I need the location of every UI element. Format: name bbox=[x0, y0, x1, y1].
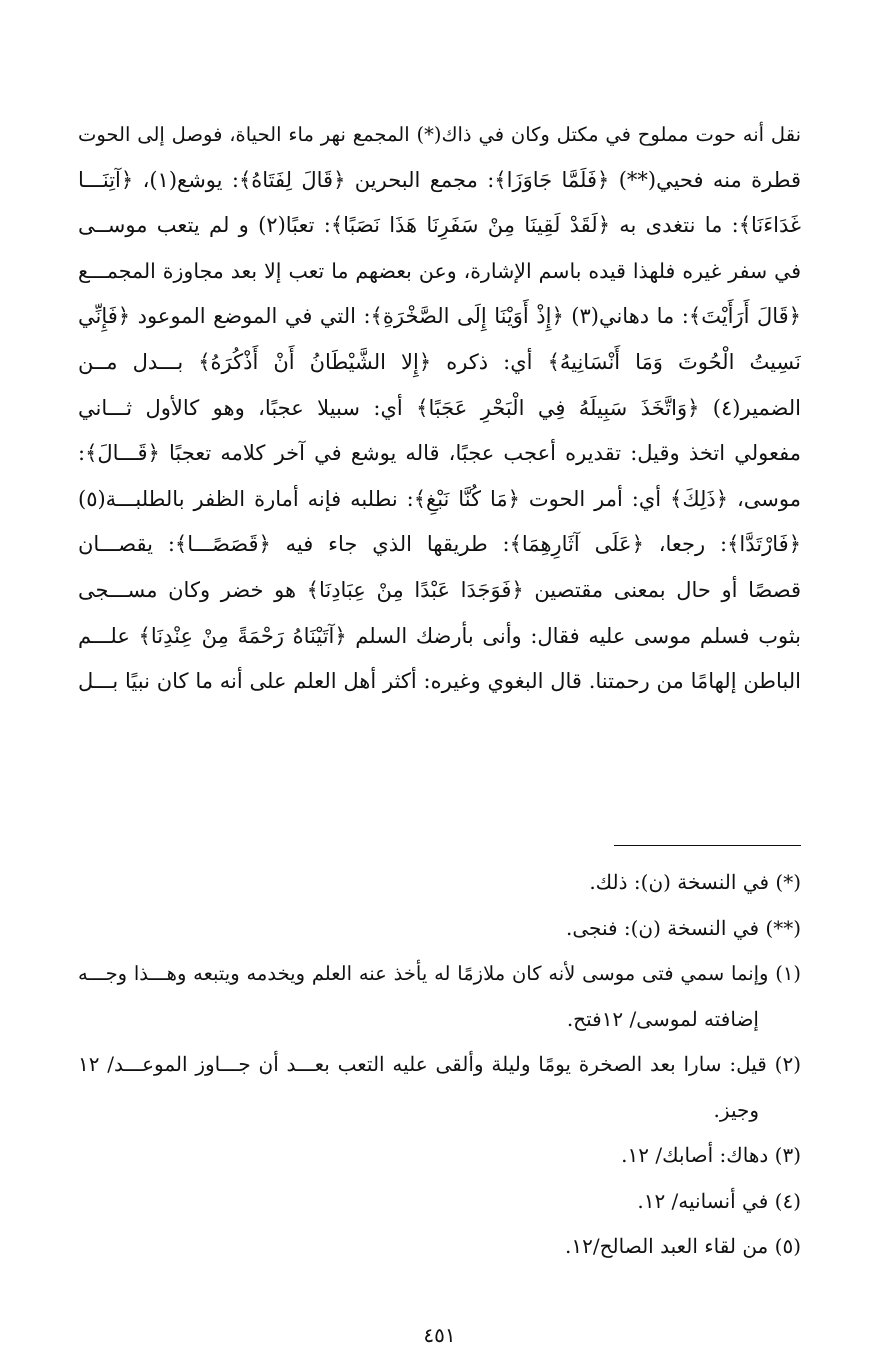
footnote-line: (*) في النسخة (ن): ذلك. bbox=[589, 870, 801, 894]
text-line: موسى، ﴿ذَلِكَ﴾ أي: أمر الحوت ﴿مَا كُنَّا نَبْغِ﴾: نطلبه فإنه أمارة الظفر بالطلبـــة(٥) bbox=[78, 486, 801, 511]
footnote-separator bbox=[614, 845, 801, 846]
text-line: ﴿فَارْتَدَّا﴾: رجعا، ﴿عَلَى آثَارِهِمَا﴾: طريقها الذي جاء فيه ﴿قَصَصًـــا﴾: يقصـــان bbox=[78, 532, 801, 557]
text-line: قطرة منه فحيي(**) ﴿فَلَمَّا جَاوَزَا﴾: مجمع البحرين ﴿قَالَ لِفَتَاهُ﴾: يوشع(١)، ﴿آتِنَـــا bbox=[78, 167, 801, 192]
footnote-line: (١) وإنما سمي فتى موسى لأنه كان ملازمًا له يأخذ عنه العلم ويخدمه ويتبعه وهـــذا وجـــه bbox=[78, 962, 801, 985]
text-line: قصصًا أو حال بمعنى مقتصين ﴿فَوَجَدَا عَبْدًا مِنْ عِبَادِنَا﴾ هو خضر وكان مســـجى bbox=[78, 577, 801, 602]
text-line: في سفر غيره فلهذا قيده باسم الإشارة، وعن بعضهم ما تعب إلا بعد مجاوزة المجمـــع bbox=[78, 258, 801, 283]
text-line: مفعولي اتخذ وقيل: تقديره أعجب عجبًا، قاله يوشع في آخر كلامه تعجبًا ﴿قَـــالَ﴾: bbox=[78, 441, 801, 466]
page-number: ٤٥١ bbox=[423, 1323, 456, 1347]
text-line: ﴿قَالَ أَرَأَيْتَ﴾: ما دهاني(٣) ﴿إِذْ أَوَيْنَا إِلَى الصَّخْرَةِ﴾: التي في الموضع الموعود ﴿فَإِنِّي bbox=[78, 304, 801, 329]
footnote-line: (٢) قيل: سارا بعد الصخرة يومًا وليلة وألقى عليه التعب بعـــد أن جـــاوز الموعـــد/ ١٢ bbox=[78, 1052, 801, 1076]
footnote-line: (٥) من لقاء العبد الصالح/١٢. bbox=[565, 1234, 801, 1258]
text-line: غَدَاءَنَا﴾: ما نتغدى به ﴿لَقَدْ لَقِينَا مِنْ سَفَرِنَا هَذَا نَصَبًا﴾: تعبًا(٢) و لم يتعب موســى bbox=[78, 213, 801, 238]
footnote-line: (**) في النسخة (ن): فنجى. bbox=[566, 915, 801, 940]
main-text-block bbox=[78, 112, 801, 705]
footnote-line: (٣) دهاك: أصابك/ ١٢. bbox=[621, 1143, 801, 1167]
footnote-line: (٤) في أنسانيه/ ١٢. bbox=[637, 1188, 801, 1213]
text-line: الباطن إلهامًا من رحمتنا. قال البغوي وغيره: أكثر أهل العلم على أنه ما كان نبيًا بـــل bbox=[78, 669, 801, 694]
footnotes-block bbox=[78, 860, 801, 1270]
text-line: نقل أنه حوت مملوح في مكتل وكان في ذاك(*) المجمع نهر ماء الحياة، فوصل إلى الحوت bbox=[78, 123, 801, 146]
footnote-continuation: إضافته لموسى/ ١٢فتح. bbox=[566, 1006, 759, 1031]
text-line: بثوب فسلم موسى عليه فقال: وأنى بأرضك السلم ﴿آتَيْنَاهُ رَحْمَةً مِنْ عِنْدِنَا﴾ علـــم bbox=[78, 623, 801, 648]
text-line: الضمير(٤) ﴿وَاتَّخَذَ سَبِيلَهُ فِي الْبَحْرِ عَجَبًا﴾ أي: سبيلا عجبًا، وهو كالأول ثـــاني bbox=[78, 395, 801, 420]
footnote-continuation: وجيز. bbox=[713, 1097, 759, 1122]
text-line: نَسِيتُ الْحُوتَ وَمَا أَنْسَانِيهُ﴾ أي: ذكره ﴿إِلا الشَّيْطَانُ أَنْ أَذْكُرَهُ﴾ بـــدل مــن bbox=[78, 349, 801, 374]
